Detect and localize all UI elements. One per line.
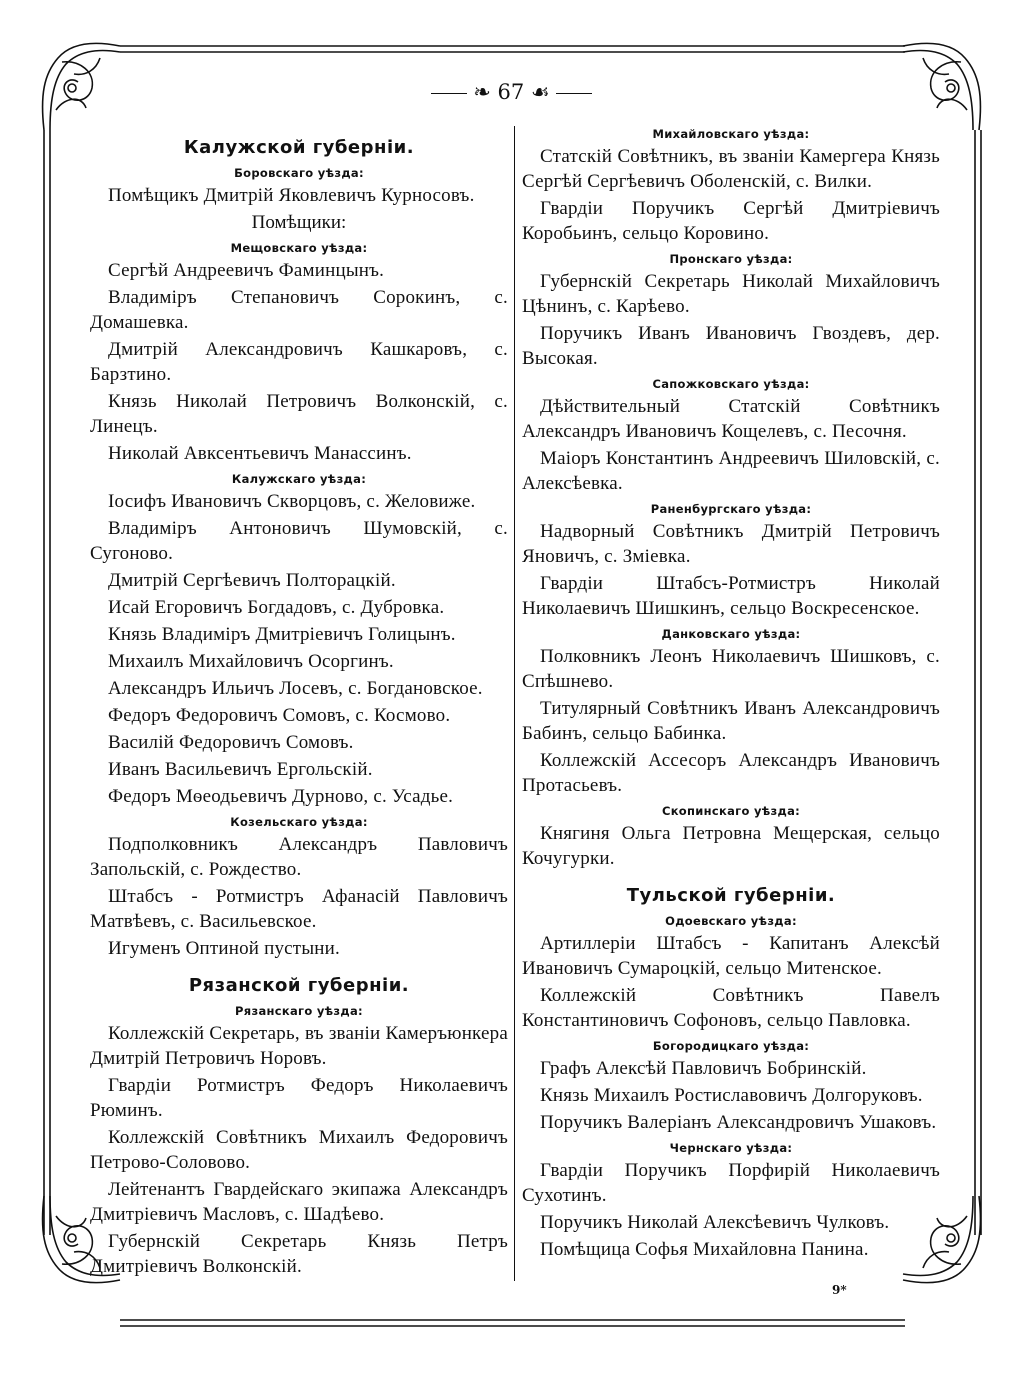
- list-entry: Владиміръ Степановичъ Сорокинъ, с. Домашевка.: [90, 287, 508, 333]
- list-entry: Помѣщикъ Дмитрій Яковлевичъ Курносовъ.: [108, 185, 475, 206]
- list-entry: Артиллеріи Штабсъ - Капитанъ Алексѣй Ивановичъ Сумароцкій, сельцо Митенское.: [522, 933, 940, 979]
- district-heading: Скопинскаго уѣзда:: [661, 804, 801, 818]
- district-heading: Мещовскаго уѣзда:: [230, 241, 368, 255]
- list-entry: Поручикъ Валеріанъ Александровичъ Ушаковъ.: [540, 1112, 937, 1133]
- district-heading: Калужскаго уѣзда:: [231, 472, 367, 486]
- list-entry: Полковникъ Леонъ Николаевичъ Шишковъ, с. Спѣшнево.: [522, 646, 940, 692]
- list-entry: Штабсъ - Ротмистръ Афанасій Павловичъ Матвѣевъ, с. Васильевское.: [90, 886, 508, 932]
- governorate-heading: Тульской губерніи.: [626, 885, 836, 906]
- list-entry: Гвардіи Штабсъ-Ротмистръ Николай Николаевичъ Шишкинъ, сельцо Воскресенское.: [522, 573, 940, 619]
- list-entry: Графъ Алексѣй Павловичъ Бобринскій.: [540, 1058, 867, 1079]
- page-number: 67: [497, 80, 525, 104]
- list-entry: Іосифъ Ивановичъ Скворцовъ, с. Желовиже.: [108, 491, 476, 512]
- list-entry: Губернскій Секретарь Николай Михайловичъ Цѣнинъ, с. Карѣево.: [522, 271, 940, 317]
- district-heading: Чернскаго уѣзда:: [669, 1141, 793, 1155]
- district-heading: Боровскаго уѣзда:: [234, 166, 364, 180]
- subheading: Помѣщики:: [251, 212, 347, 233]
- list-entry: Игуменъ Оптиной пустыни.: [108, 938, 340, 959]
- ornament-left-icon: ❧: [473, 80, 498, 104]
- list-entry: Михаилъ Михайловичъ Осоргинъ.: [108, 651, 394, 672]
- district-heading: Пронскаго уѣзда:: [669, 252, 793, 266]
- list-entry: Лейтенантъ Гвардейскаго экипажа Александръ Дмитріевичъ Масловъ, с. Шадѣево.: [90, 1179, 508, 1225]
- district-heading: Богородицкаго уѣзда:: [652, 1039, 810, 1053]
- list-entry: Гвардіи Ротмистръ Федоръ Николаевичъ Рюминъ.: [90, 1075, 508, 1121]
- right-column: [522, 125, 940, 1264]
- list-entry: Исай Егоровичъ Богдадовъ, с. Дубровка.: [108, 597, 445, 618]
- list-entry: Князь Владиміръ Дмитріевичъ Голицынъ.: [108, 624, 456, 645]
- list-entry: Статскій Совѣтникъ, въ званіи Камергера Князь Сергѣй Сергѣевичъ Оболенскій, с. Вилки.: [522, 146, 940, 192]
- list-entry: Надворный Совѣтникъ Дмитрій Петровичъ Яновичъ, с. Зміевка.: [522, 521, 940, 567]
- list-entry: Николай Авксентьевичъ Манассинъ.: [108, 443, 412, 464]
- district-heading: Михайловскаго уѣзда:: [652, 127, 810, 141]
- list-entry: Поручикъ Николай Алексѣевичъ Чулковъ.: [540, 1212, 890, 1233]
- list-entry: Василій Федоровичъ Сомовъ.: [108, 732, 354, 753]
- signature-mark: 9*: [832, 1283, 847, 1297]
- list-entry: Сергѣй Андреевичъ Фаминцынъ.: [108, 260, 385, 281]
- district-heading: Рязанскаго уѣзда:: [235, 1004, 363, 1018]
- district-heading: Раненбургскаго уѣзда:: [650, 502, 812, 516]
- district-heading: Сапожковскаго уѣзда:: [652, 377, 810, 391]
- header-rule-left: [431, 93, 467, 94]
- list-entry: Помѣщица Софья Михайловна Панина.: [540, 1239, 869, 1260]
- list-entry: Владиміръ Антоновичъ Шумовскій, с. Сугоново.: [90, 518, 508, 564]
- list-entry: Коллежскій Совѣтникъ Михаилъ Федоровичъ Петрово-Соловово.: [90, 1127, 508, 1173]
- ornament-right-icon: ☙: [524, 80, 550, 104]
- page-number-header: [0, 80, 1023, 104]
- list-entry: Федоръ Федоровичъ Сомовъ, с. Космово.: [108, 705, 451, 726]
- list-entry: Дѣйствительный Статскій Совѣтникъ Александръ Ивановичъ Кощелевъ, с. Песочня.: [522, 396, 940, 442]
- list-entry: Дмитрій Александровичъ Кашкаровъ, с. Барзтино.: [90, 339, 508, 385]
- list-entry: Подполковникъ Александръ Павловичъ Запольскій, с. Рождество.: [90, 834, 508, 880]
- list-entry: Маіоръ Константинъ Андреевичъ Шиловскій, с. Алексѣевка.: [522, 448, 940, 494]
- governorate-heading: Калужской губерніи.: [183, 137, 415, 158]
- list-entry: Губернскій Секретарь Князь Петръ Дмитріевичъ Волконскій.: [90, 1231, 508, 1277]
- district-heading: Козельскаго уѣзда:: [230, 815, 368, 829]
- list-entry: Гвардіи Поручикъ Порфирій Николаевичъ Сухотинъ.: [522, 1160, 940, 1206]
- list-entry: Иванъ Васильевичъ Ергольскій.: [108, 759, 373, 780]
- list-entry: Князь Николай Петровичъ Волконскій, с. Линецъ.: [90, 391, 508, 437]
- list-entry: Коллежскій Ассесоръ Александръ Ивановичъ Протасьевъ.: [522, 750, 940, 796]
- governorate-heading: Рязанской губерніи.: [188, 975, 410, 996]
- list-entry: Александръ Ильичъ Лосевъ, с. Богдановское.: [108, 678, 483, 699]
- list-entry: Дмитрій Сергѣевичъ Полторацкій.: [108, 570, 396, 591]
- district-heading: Одоевскаго уѣзда:: [665, 914, 797, 928]
- list-entry: Княгиня Ольга Петровна Мещерская, сельцо Кочугурки.: [522, 823, 940, 869]
- district-heading: Данковскаго уѣзда:: [661, 627, 801, 641]
- header-rule-right: [556, 93, 592, 94]
- list-entry: Князь Михаилъ Ростиславовичъ Долгоруковъ.: [540, 1085, 923, 1106]
- list-entry: Титулярный Совѣтникъ Иванъ Александровичъ Бабинъ, сельцо Бабинка.: [522, 698, 940, 744]
- list-entry: Коллежскій Секретарь, въ званіи Камеръюнкера Дмитрій Петровичъ Норовъ.: [90, 1023, 508, 1069]
- list-entry: Гвардіи Поручикъ Сергѣй Дмитріевичъ Коробьинъ, сельцо Коровино.: [522, 198, 940, 244]
- left-column: [90, 125, 508, 1281]
- list-entry: Федоръ Мѳеодьевичъ Дурново, с. Усадье.: [108, 786, 454, 807]
- list-entry: Коллежскій Совѣтникъ Павелъ Константиновичъ Софоновъ, сельцо Павловка.: [522, 985, 940, 1031]
- column-divider: [514, 126, 515, 1281]
- list-entry: Поручикъ Иванъ Ивановичъ Гвоздевъ, дер. Высокая.: [522, 323, 940, 369]
